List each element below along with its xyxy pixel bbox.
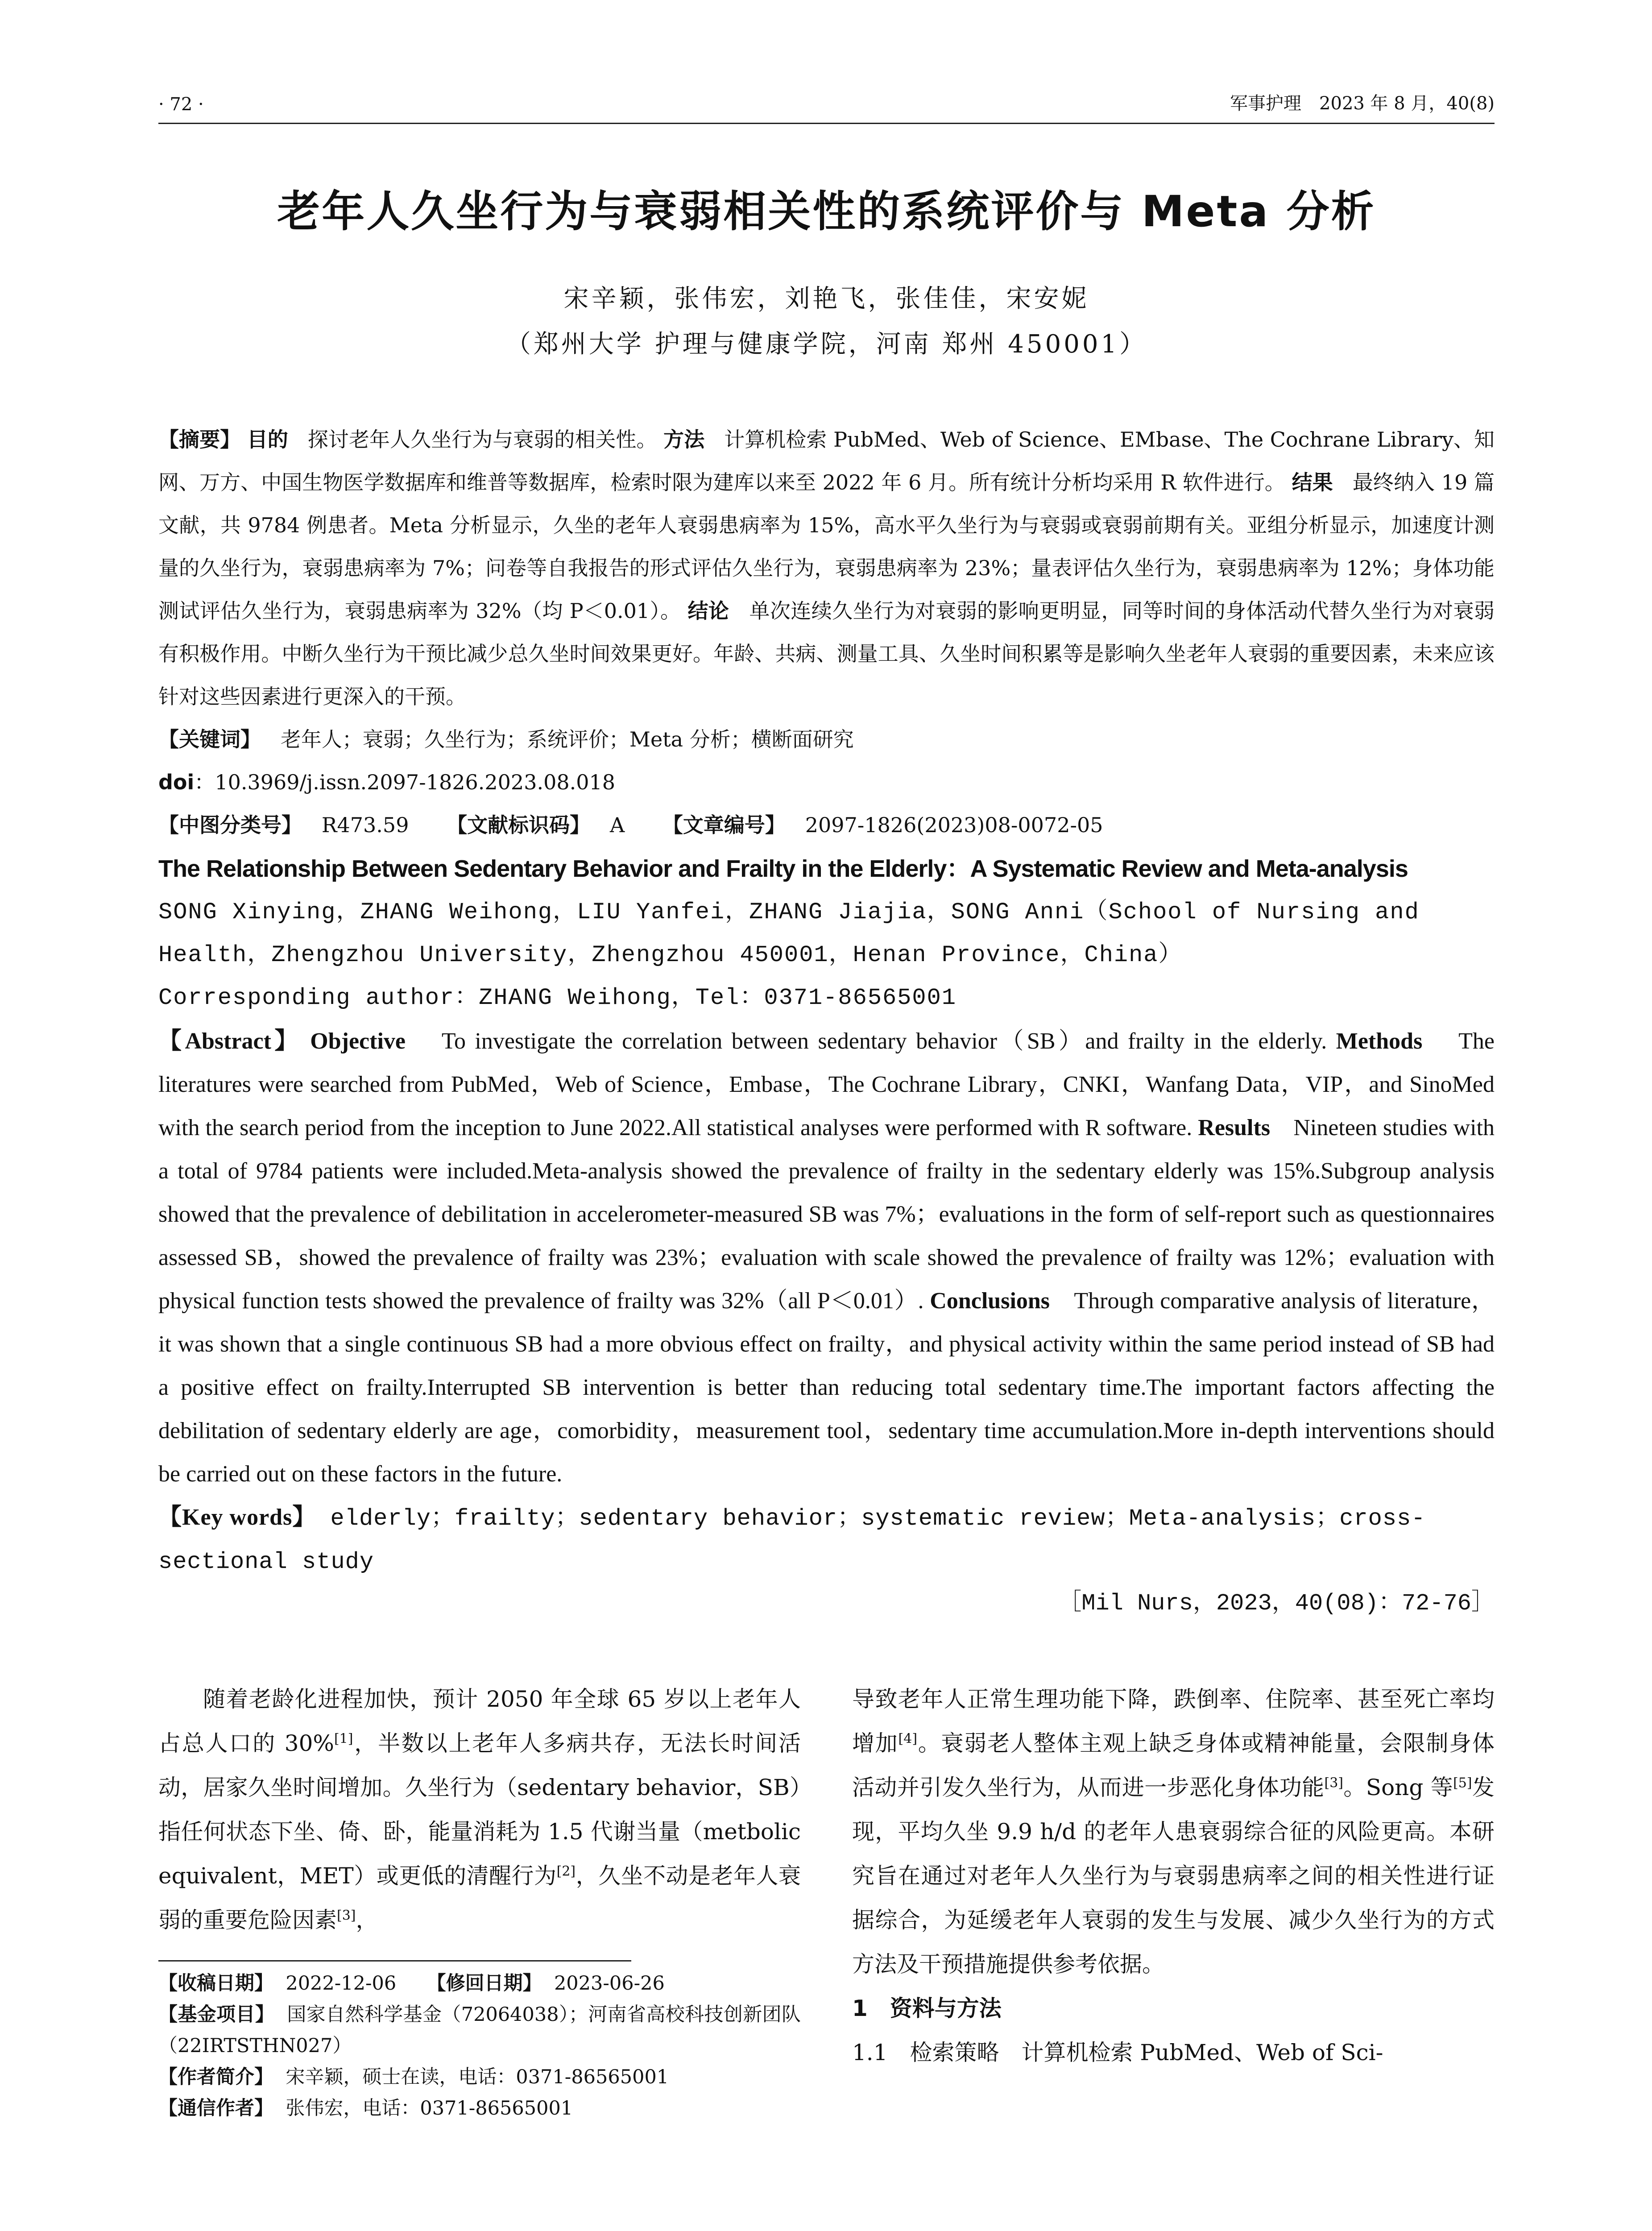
methods-en-text: The literatures were searched from PubMed，Web of Science，Embase，The Cochrane Library，CNKI，Wanfang Data，VIP，and SinoMed with the search period from the inception to June 2022.All statistical analyses were performed with R software.: [158, 1028, 1495, 1140]
intro-continued-paragraph: [852, 1677, 1495, 1986]
left-column: [158, 1677, 801, 2124]
conclusion-label: 结论: [687, 599, 729, 623]
doc-code-label: 【文献标识码】: [447, 813, 591, 837]
received-date: 2022-12-06: [286, 1972, 397, 1995]
english-authors: SONG Xinying，ZHANG Weihong，LIU Yanfei，ZHANG Jiajia，SONG Anni（School of Nursing and Health，Zhengzhou University，Zhengzhou 450001，Henan Province，China）: [158, 899, 1420, 968]
footnote-corresponding: [158, 2093, 801, 2124]
article-number-label: 【文章编号】: [662, 813, 786, 837]
corresponding-author: Corresponding author：ZHANG Weihong，Tel：0371-86565001: [158, 985, 957, 1011]
doc-code-value: A: [609, 813, 625, 837]
conclusion-text: 单次连续久坐行为对衰弱的影响更明显，同等时间的身体活动代替久坐行为对衰弱有积极作用。中断久坐行为干预比减少总久坐时间效果更好。年龄、共病、测量工具、久坐时间积累等是影响久坐老年人衰弱的重要因素，未来应该针对这些因素进行更深入的干预。: [158, 599, 1495, 709]
abstract-english: [158, 1020, 1495, 1496]
journal-info: 军事护理 2023 年 8 月，40(8): [1230, 93, 1495, 114]
article-page: [158, 89, 1495, 2124]
corresponding-label: 【通信作者】: [158, 2097, 273, 2119]
corresponding-text: 张伟宏，电话：0371-86565001: [286, 2097, 573, 2119]
author-list: 宋辛颖，张伟宏，刘艳飞，张佳佳，宋安妮: [563, 284, 1089, 313]
keywords-label: 【关键词】: [158, 727, 261, 751]
abstract-en-label: 【Abstract】: [158, 1028, 301, 1054]
abstract-chinese: [158, 418, 1495, 718]
right-column: [852, 1677, 1495, 2124]
results-en-label: Results: [1198, 1115, 1271, 1140]
conclusions-en-text: Through comparative analysis of literature，it was shown that a single continuous SB had a more obvious effect on frailty，and physical activity within the same period instead of SB had a positive effect on frailty.Interrupted SB intervention is better than reducing total sedentary time.The important factors affecting the debilitation of sedentary elderly are age，comorbidity，measurement tool，sedentary time accumulation.More in-depth interventions should be carried out on these factors in the future.: [158, 1288, 1495, 1487]
methods-text: 计算机检索 PubMed、Web of Science、EMbase、The Cochrane Library、知网、万方、中国生物医学数据库和维普等数据库，检索时限为建库以来至 2022 年 6 月。所有统计分析均采用 R 软件进行。: [158, 427, 1495, 494]
subsection-text: 1.1 检索策略 计算机检索 PubMed、Web of Sci-: [852, 2040, 1383, 2065]
objective-en-text: To investigate the correlation between sedentary behavior（SB）and frailty in the elderly.: [441, 1028, 1327, 1054]
fund-text: 国家自然科学基金（72064038）；河南省高校科技创新团队（22IRTSTHN027）: [158, 2003, 801, 2057]
intro-text: ，: [356, 1907, 378, 1933]
footnote-author: [158, 2061, 801, 2093]
article-number-value: 2097-1826(2023)08-0072-05: [805, 813, 1103, 837]
keywords-text: 老年人；衰弱；久坐行为；系统评价；Meta 分析；横断面研究: [280, 727, 854, 751]
body-text: 。Song 等: [1343, 1775, 1453, 1800]
methods-label: 方法: [663, 427, 705, 452]
body-text: 发现，平均久坐 9.9 h/d 的老年人患衰弱综合征的风险更高。本研究旨在通过对老年人久坐行为与衰弱患病率之间的相关性进行证据综合，为延缓老年人衰弱的发生与发展、减少久坐行为的方式方法及干预措施提供参考依据。: [852, 1775, 1495, 1977]
classification-line: [158, 804, 1495, 846]
abstract-label: 【摘要】: [158, 427, 241, 452]
revised-label: 【修回日期】: [426, 1972, 542, 1995]
fund-label: 【基金项目】: [158, 2003, 275, 2026]
reference-link[interactable]: [3]: [337, 1908, 356, 1924]
results-label: 结果: [1292, 470, 1333, 494]
english-title: The Relationship Between Sedentary Behavior and Frailty in the Elderly：A Systematic Review and Meta-analysis: [158, 855, 1408, 882]
objective-label: 目的: [247, 427, 288, 452]
results-text: 最终纳入 19 篇文献，共 9784 例患者。Meta 分析显示，久坐的老年人衰弱患病率为 15%，高水平久坐行为与衰弱或衰弱前期有关。亚组分析显示，加速度计测量的久坐行为，衰弱患病率为 7%；问卷等自我报告的形式评估久坐行为，衰弱患病率为 23%；量表评估久坐行为，衰弱患病率为 12%；身体功能测试评估久坐行为，衰弱患病率为 32%（均 P＜0.01）。: [158, 470, 1495, 623]
conclusions-en-label: Conclusions: [930, 1288, 1050, 1314]
doi-link[interactable]: ：10.3969/j.issn.2097-1826.2023.08.018: [194, 770, 616, 794]
body-text: 导致老年人正常生理功能下降，跌倒率、住院率、甚至死亡率均增加: [852, 1686, 1495, 1756]
keywords-en-text: elderly；frailty；sedentary behavior；systematic review；Meta-analysis；cross-sectional study: [158, 1505, 1426, 1575]
citation: ［Mil Nurs，2023，40(08)：72-76］: [1058, 1590, 1495, 1617]
reference-link[interactable]: [5]: [1453, 1775, 1472, 1791]
keywords-english: [158, 1496, 1495, 1584]
intro-paragraph: [158, 1677, 801, 1942]
footnote-dates: [158, 1968, 801, 1999]
keywords-cn: [158, 718, 1495, 761]
methods-en-label: Methods: [1336, 1028, 1423, 1054]
revised-date: 2023-06-26: [554, 1972, 665, 1995]
doi-line: [158, 761, 1495, 804]
intro-text: ，久坐不动是老年人衰弱的重要危险因素: [158, 1863, 801, 1933]
author-bio-text: 宋辛颖，硕士在读，电话：0371-86565001: [286, 2066, 669, 2088]
keywords-en-label: 【Key words】: [158, 1505, 316, 1530]
running-header: [158, 89, 1495, 124]
intro-text: 随着老龄化进程加快，预计 2050 年全球 65 岁以上老年人占总人口的 30%: [158, 1686, 801, 1756]
doi-label: doi: [158, 770, 195, 794]
footnote-fund: [158, 1999, 801, 2061]
footnote-divider: [158, 1960, 631, 1968]
reference-link[interactable]: [2]: [556, 1863, 576, 1879]
reference-link[interactable]: [1]: [334, 1731, 353, 1747]
article-title: 老年人久坐行为与衰弱相关性的系统评价与 Meta 分析: [277, 187, 1376, 236]
received-label: 【收稿日期】: [158, 1972, 273, 1995]
reference-link[interactable]: [4]: [898, 1731, 918, 1747]
intro-text: ，半数以上老年人多病共存，无法长时间活动，居家久坐时间增加。久坐行为（sedentary behavior，SB）指任何状态下坐、倚、卧，能量消耗为 1.5 代谢当量（metbolic equivalent，MET）或更低的清醒行为: [158, 1730, 801, 1889]
clc-label: 【中图分类号】: [158, 813, 302, 837]
body-columns: [158, 1677, 1495, 2124]
body-text: 。衰弱老人整体主观上缺乏身体或精神能量，会限制身体活动并引发久坐行为，从而进一步恶化身体功能: [852, 1730, 1495, 1800]
objective-text: 探讨老年人久坐行为与衰弱的相关性。: [307, 427, 657, 452]
clc-value: R473.59: [321, 813, 409, 837]
page-number: · 72 ·: [158, 94, 204, 115]
affiliation: （郑州大学 护理与健康学院，河南 郑州 450001）: [505, 330, 1147, 359]
section-heading: 1 资料与方法: [852, 1995, 1002, 2021]
author-bio-label: 【作者简介】: [158, 2066, 273, 2088]
results-en-text: Nineteen studies with a total of 9784 patients were included.Meta-analysis showed the prevalence of frailty in the sedentary elderly was 15%.Subgroup analysis showed that the prevalence of debilitation in accelerometer-measured SB was 7%；evaluations in the form of self-report such as questionnaires assessed SB，showed the prevalence of frailty was 23%；evaluation with scale showed the prevalence of frailty was 12%；evaluation with physical function tests showed the prevalence of frailty was 32%（all P＜0.01）.: [158, 1115, 1495, 1314]
objective-en-label: Objective: [310, 1028, 406, 1054]
reference-link[interactable]: [3]: [1324, 1775, 1344, 1791]
